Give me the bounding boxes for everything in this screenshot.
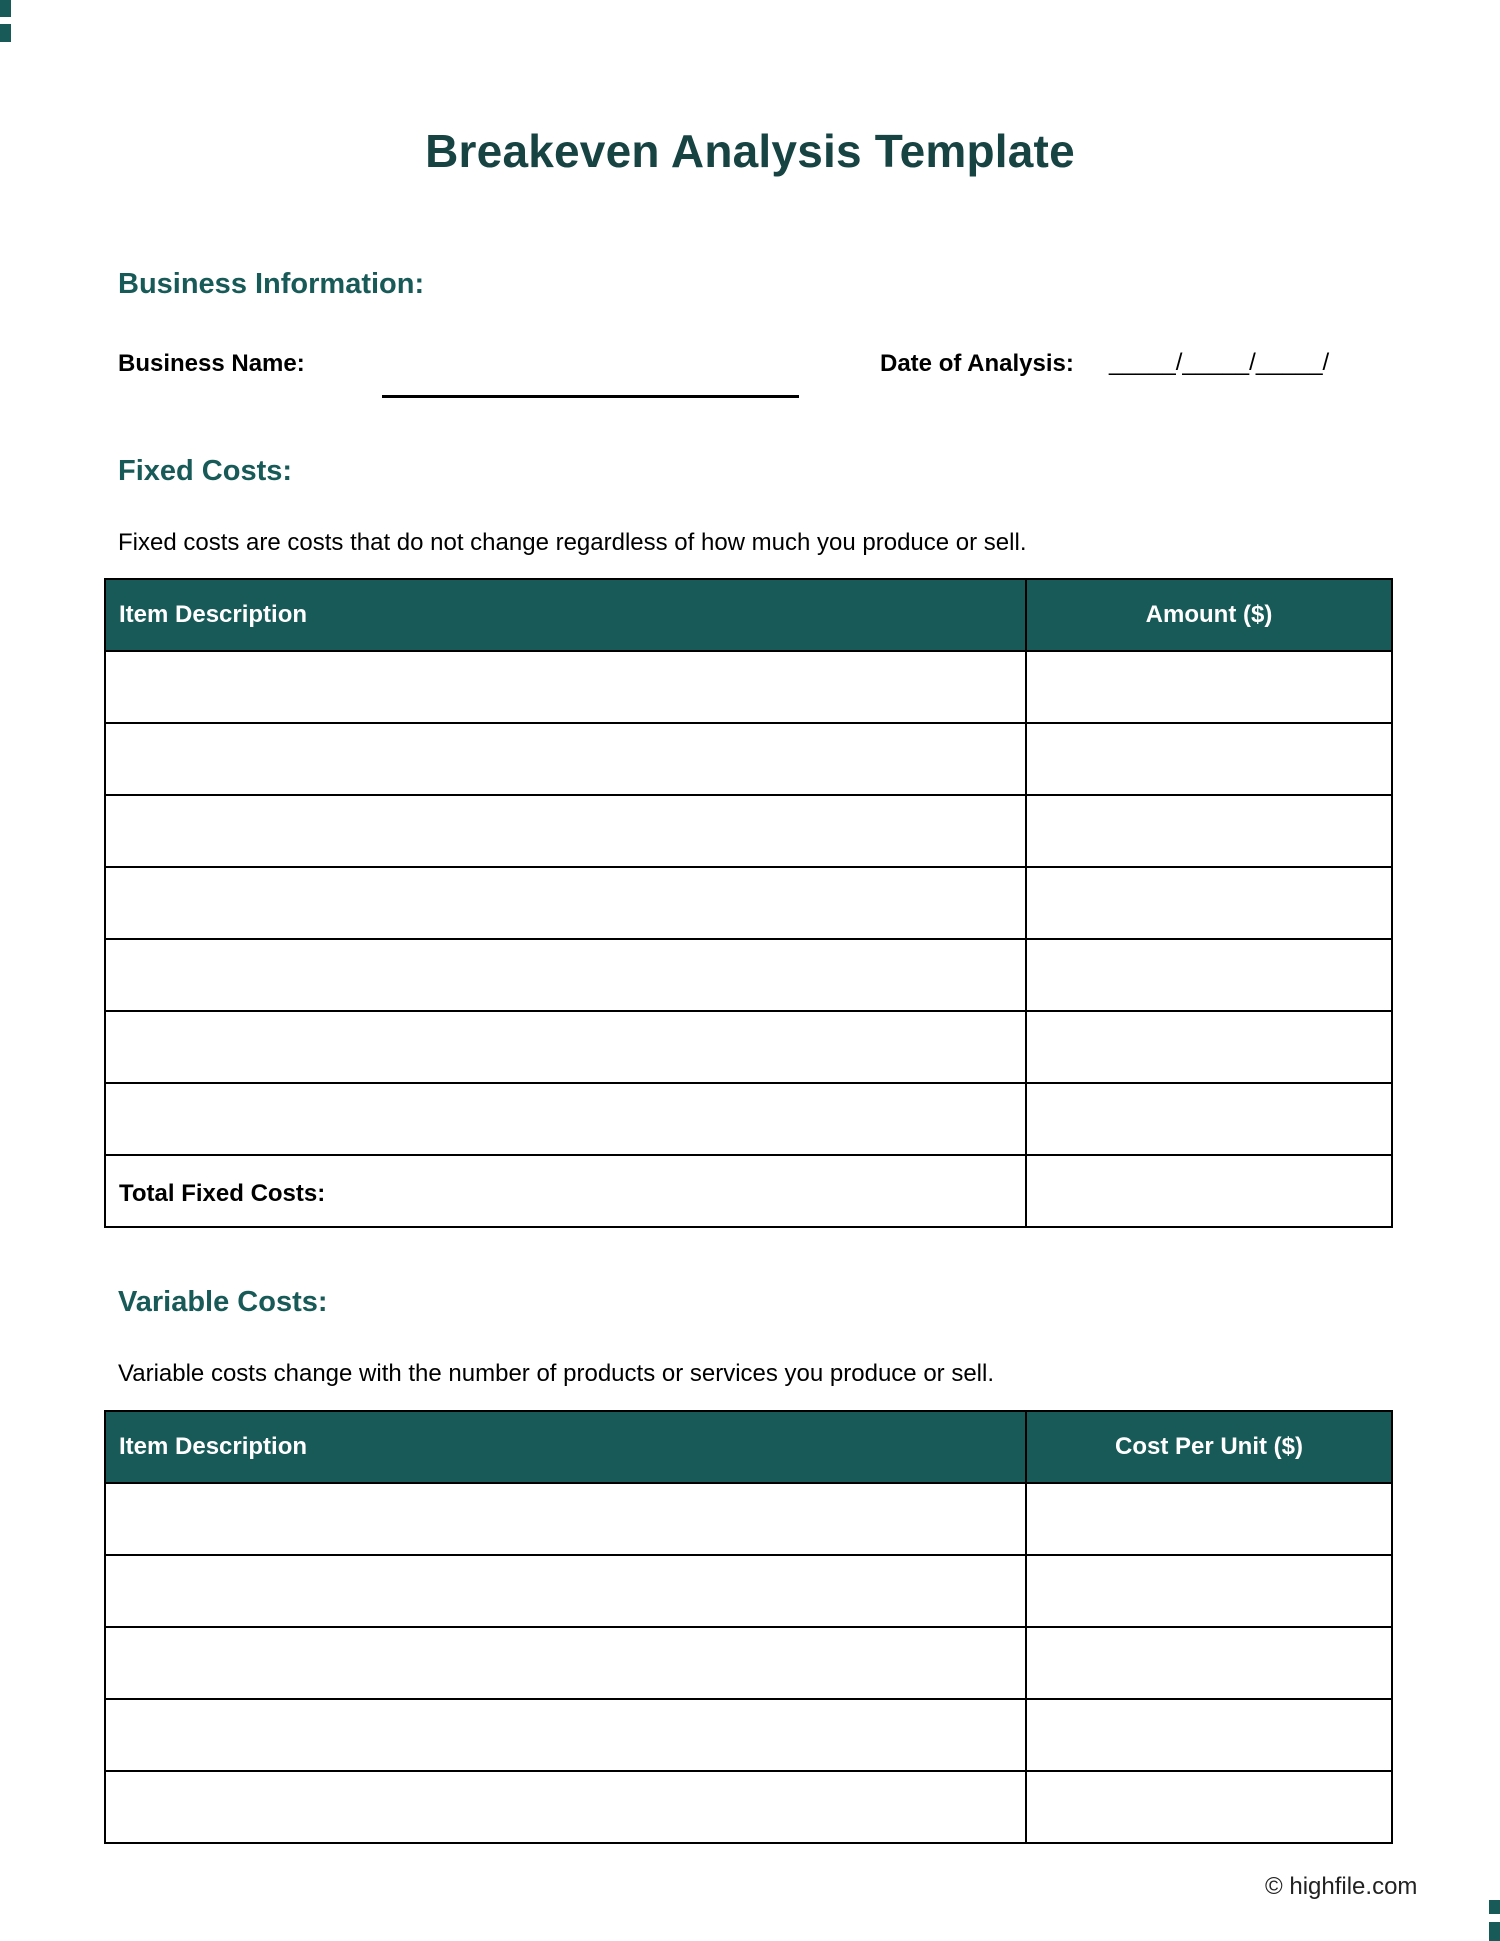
variable-costs-heading: Variable Costs: xyxy=(118,1286,328,1318)
table-header-row xyxy=(105,1411,1392,1483)
document-title: Breakeven Analysis Template xyxy=(425,125,1075,177)
amount-cell[interactable] xyxy=(1026,939,1392,1011)
date-of-analysis-field[interactable]: _____/_____/_____/ xyxy=(1109,349,1330,376)
fixed-costs-table xyxy=(104,578,1393,1228)
table-row xyxy=(105,1083,1392,1155)
total-fixed-costs-value[interactable] xyxy=(1026,1155,1392,1227)
table-row xyxy=(105,939,1392,1011)
table-row xyxy=(105,1699,1392,1771)
item-description-cell[interactable] xyxy=(105,795,1026,867)
item-description-cell[interactable] xyxy=(105,939,1026,1011)
table-row xyxy=(105,651,1392,723)
item-description-cell[interactable] xyxy=(105,651,1026,723)
corner-mark-top-left-2 xyxy=(0,24,11,42)
cost-per-unit-cell[interactable] xyxy=(1026,1771,1392,1843)
corner-mark-bottom-right-1 xyxy=(1489,1900,1500,1914)
total-fixed-costs-label: Total Fixed Costs: xyxy=(105,1155,1026,1227)
table-row xyxy=(105,1011,1392,1083)
column-header-item-description: Item Description xyxy=(105,1411,1026,1483)
date-of-analysis-label: Date of Analysis: xyxy=(880,350,1074,377)
column-header-cost-per-unit: Cost Per Unit ($) xyxy=(1026,1411,1392,1483)
corner-mark-bottom-right-2 xyxy=(1489,1922,1500,1941)
cost-per-unit-cell[interactable] xyxy=(1026,1483,1392,1555)
column-header-amount: Amount ($) xyxy=(1026,579,1392,651)
variable-costs-description: Variable costs change with the number of products or services you produce or sell. xyxy=(118,1360,994,1387)
item-description-cell[interactable] xyxy=(105,1011,1026,1083)
footer-credit: © highfile.com xyxy=(1265,1873,1418,1900)
amount-cell[interactable] xyxy=(1026,795,1392,867)
business-info-heading: Business Information: xyxy=(118,268,425,300)
amount-cell[interactable] xyxy=(1026,1011,1392,1083)
table-row xyxy=(105,1771,1392,1843)
item-description-cell[interactable] xyxy=(105,1483,1026,1555)
column-header-item-description: Item Description xyxy=(105,579,1026,651)
table-header-row xyxy=(105,579,1392,651)
table-row xyxy=(105,1555,1392,1627)
amount-cell[interactable] xyxy=(1026,867,1392,939)
amount-cell[interactable] xyxy=(1026,651,1392,723)
business-name-field[interactable] xyxy=(382,395,799,398)
total-fixed-costs-row xyxy=(105,1155,1392,1227)
item-description-cell[interactable] xyxy=(105,867,1026,939)
item-description-cell[interactable] xyxy=(105,1627,1026,1699)
corner-mark-top-left-1 xyxy=(0,0,11,17)
cost-per-unit-cell[interactable] xyxy=(1026,1627,1392,1699)
cost-per-unit-cell[interactable] xyxy=(1026,1555,1392,1627)
item-description-cell[interactable] xyxy=(105,1771,1026,1843)
table-row xyxy=(105,723,1392,795)
item-description-cell[interactable] xyxy=(105,723,1026,795)
variable-costs-table xyxy=(104,1410,1393,1844)
amount-cell[interactable] xyxy=(1026,1083,1392,1155)
table-row xyxy=(105,1627,1392,1699)
table-row xyxy=(105,867,1392,939)
table-row xyxy=(105,795,1392,867)
item-description-cell[interactable] xyxy=(105,1083,1026,1155)
amount-cell[interactable] xyxy=(1026,723,1392,795)
fixed-costs-heading: Fixed Costs: xyxy=(118,455,293,487)
fixed-costs-description: Fixed costs are costs that do not change regardless of how much you produce or sell. xyxy=(118,529,1027,556)
business-name-label: Business Name: xyxy=(118,350,305,377)
item-description-cell[interactable] xyxy=(105,1699,1026,1771)
table-row xyxy=(105,1483,1392,1555)
item-description-cell[interactable] xyxy=(105,1555,1026,1627)
cost-per-unit-cell[interactable] xyxy=(1026,1699,1392,1771)
